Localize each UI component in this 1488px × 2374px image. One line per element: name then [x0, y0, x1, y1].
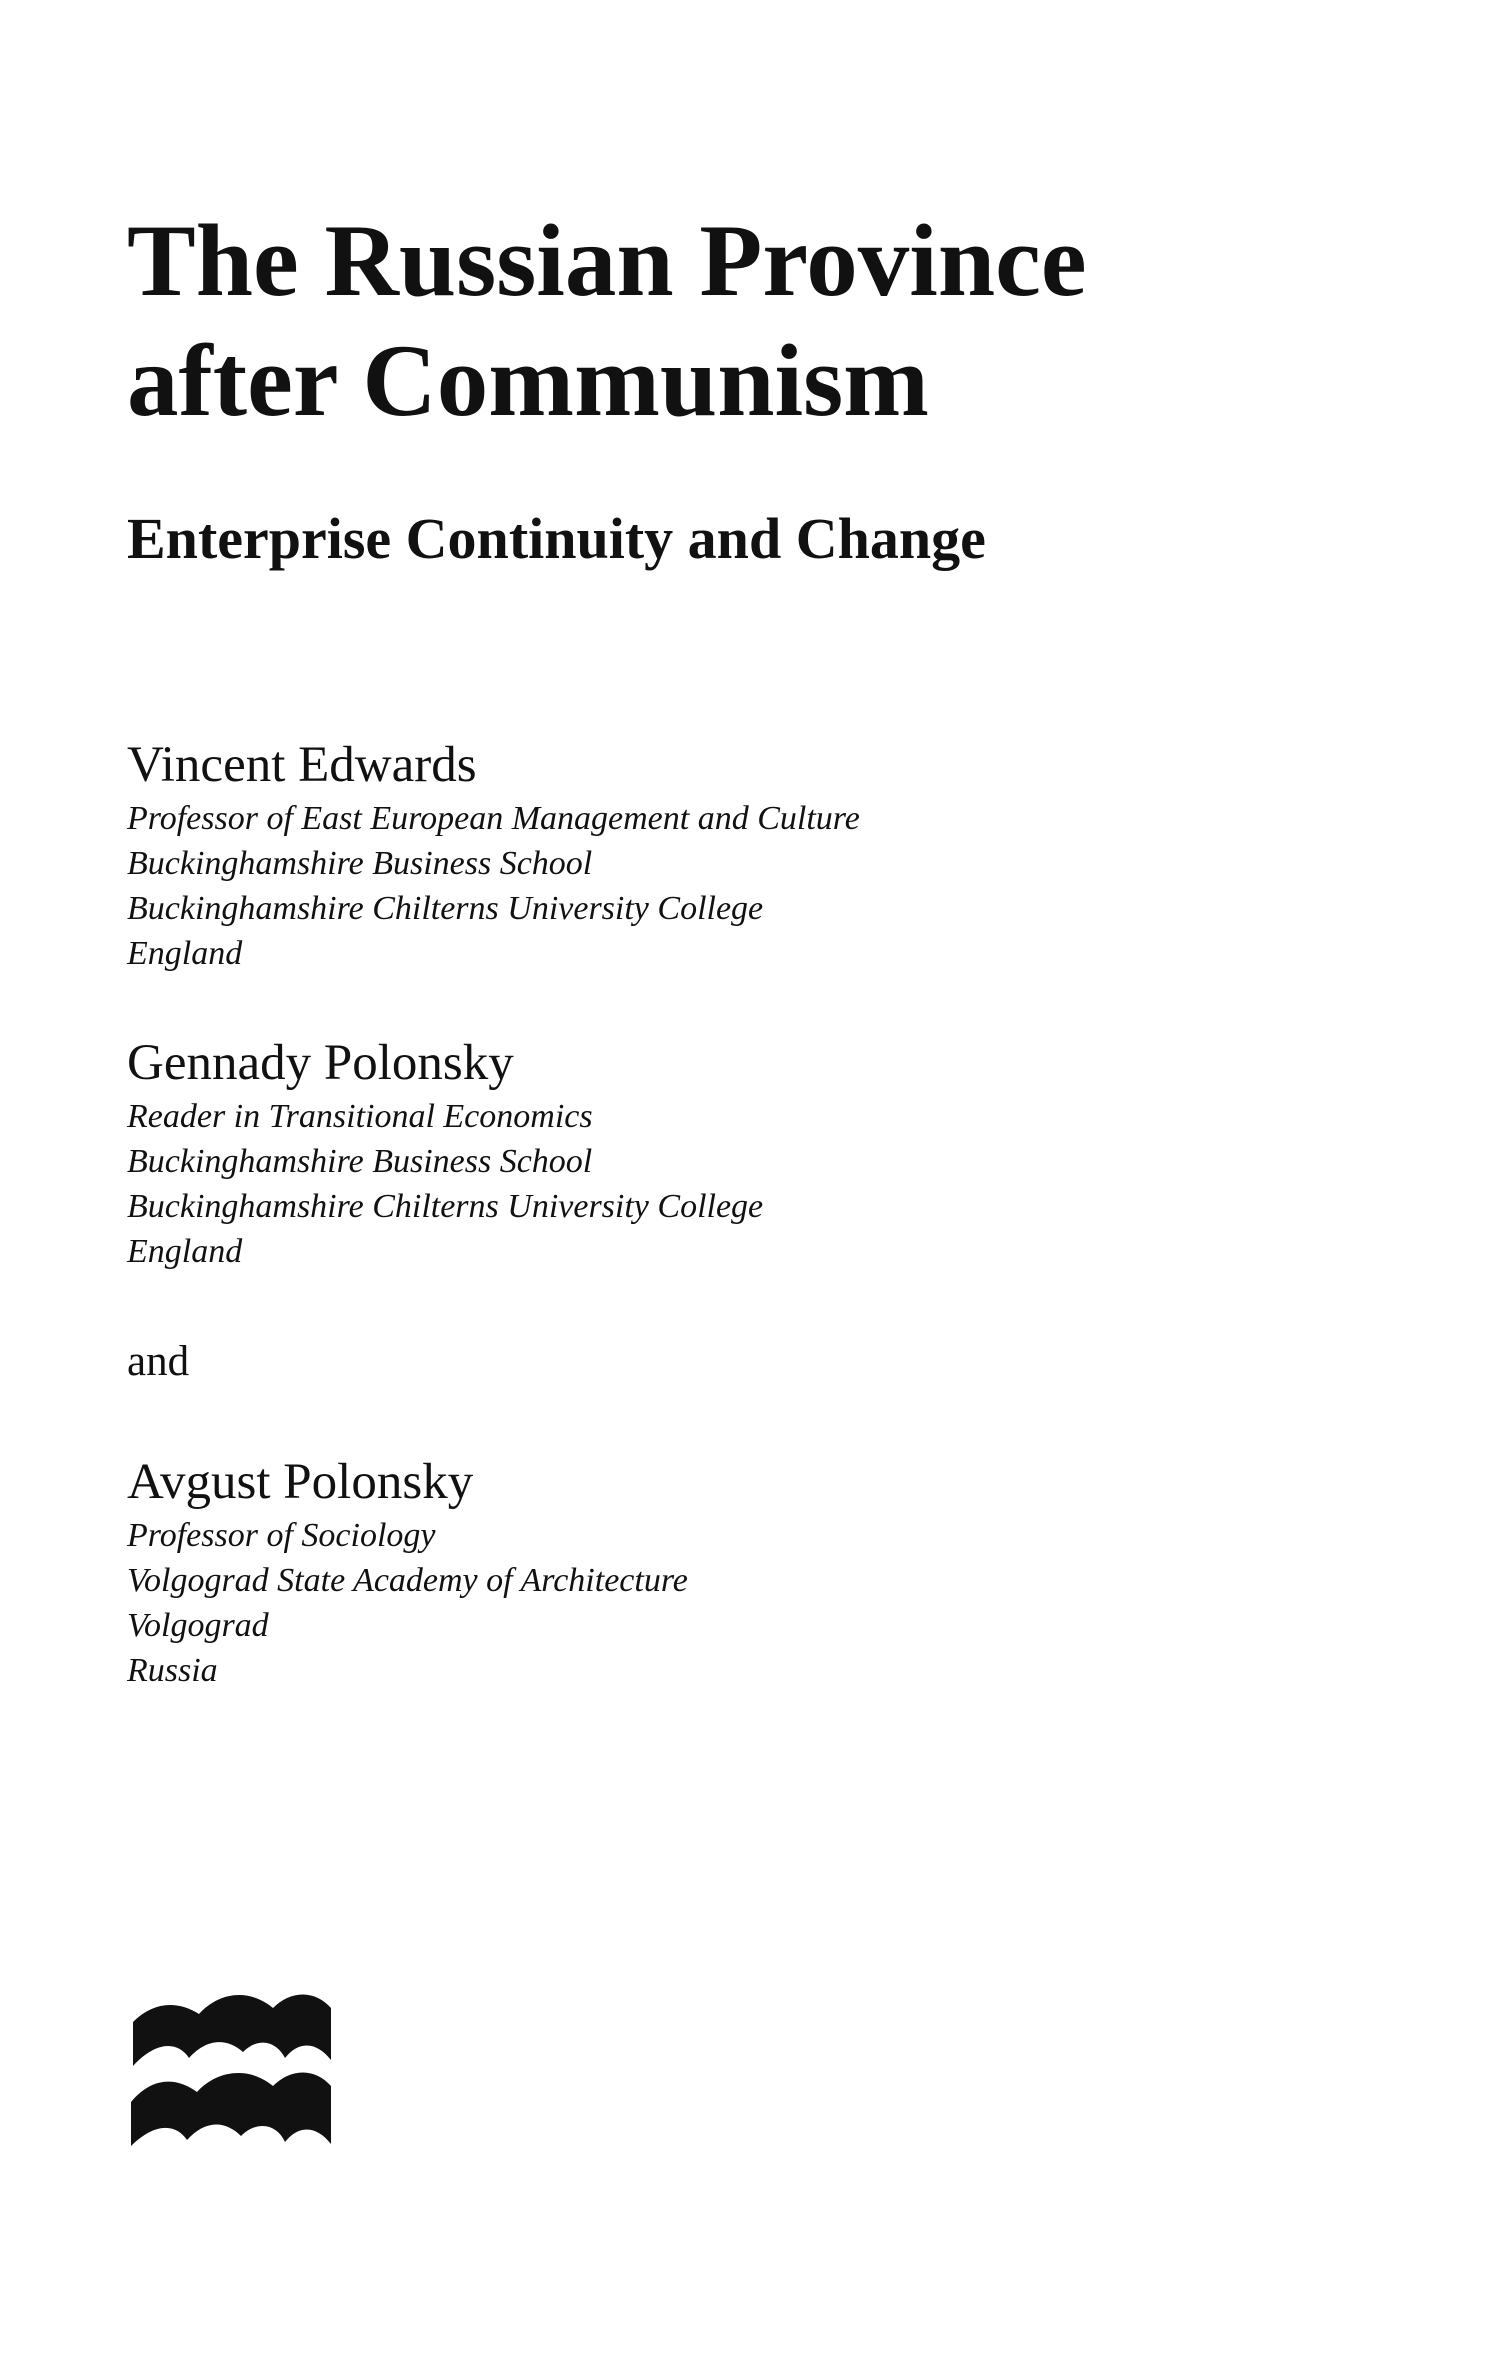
author-name: Avgust Polonsky [127, 1454, 474, 1510]
author-affiliation-line: England [127, 1233, 243, 1270]
author-block-edwards [127, 737, 860, 976]
author-affiliation-line: Professor of Sociology [127, 1517, 436, 1554]
author-affiliation-line: Reader in Transitional Economics [127, 1098, 593, 1135]
book-title-line-1: The Russian Province [127, 204, 1087, 318]
author-affiliation-line: Buckinghamshire Business School [127, 1143, 593, 1180]
book-title-line-2: after Communism [127, 324, 929, 438]
publisher-wave-logo-icon [127, 1978, 332, 2146]
author-affiliation-line: England [127, 935, 243, 972]
author-block-g-polonsky [127, 1035, 764, 1274]
author-name: Gennady Polonsky [127, 1035, 514, 1091]
author-affiliation-line: Russia [127, 1652, 218, 1689]
author-affiliation-line: Volgograd State Academy of Architecture [127, 1562, 688, 1599]
author-affiliation-line: Professor of East European Management and Culture [127, 800, 860, 837]
logo-wave-lower [131, 2073, 331, 2147]
author-affiliation-line: Volgograd [127, 1607, 269, 1644]
author-affiliation-line: Buckinghamshire Business School [127, 845, 593, 882]
author-affiliation-line: Buckinghamshire Chilterns University College [127, 1188, 764, 1225]
logo-wave-upper [133, 1995, 331, 2067]
book-subtitle: Enterprise Continuity and Change [127, 506, 986, 571]
author-name: Vincent Edwards [127, 737, 477, 793]
conjunction-and: and [127, 1338, 190, 1385]
author-block-a-polonsky [127, 1454, 688, 1693]
author-affiliation-line: Buckinghamshire Chilterns University College [127, 890, 764, 927]
